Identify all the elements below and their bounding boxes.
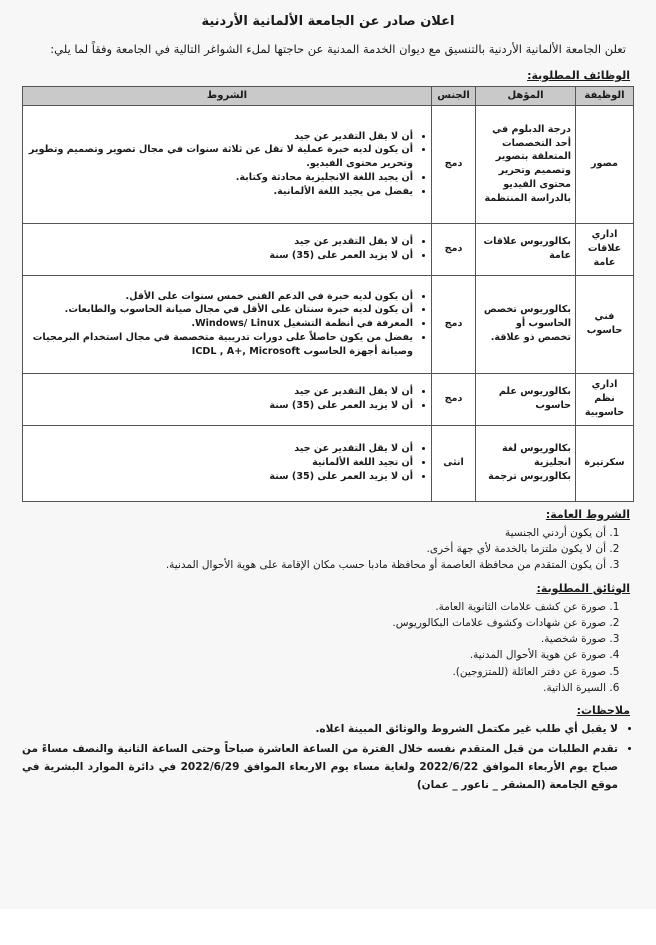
condition-item: • أن لا يقل التقدير عن جيد <box>27 385 413 399</box>
condition-item: • أن لا يقل التقدير عن جيد <box>27 130 413 144</box>
gender-cell: انثى <box>432 425 476 501</box>
condition-item: • أن يكون لديه خبرة سنتان على الأقل في مجال صيانة الحاسوب والطابعات. <box>27 303 413 317</box>
header-qualification: المؤهل <box>476 86 576 105</box>
conditions-cell <box>23 223 432 275</box>
list-item: 1. صورة عن كشف علامات الثانوية العامة. <box>22 599 606 615</box>
conditions-cell <box>23 425 432 501</box>
list-item: 5. صورة عن دفتر العائلة (للمتزوجين). <box>22 664 606 680</box>
general-conditions-label: الشروط العامة: <box>545 507 630 521</box>
gender-cell: دمج <box>432 105 476 223</box>
notes-list <box>22 721 634 794</box>
table-row <box>23 275 634 373</box>
general-conditions-list <box>22 525 634 574</box>
job-cell: اداري نظم حاسوبية <box>576 373 634 425</box>
gender-cell: دمج <box>432 373 476 425</box>
list-item: 6. السيرة الذاتية. <box>22 680 606 696</box>
list-item: 1. أن يكون أردني الجنسية <box>22 525 606 541</box>
list-item: 3. صورة شخصية. <box>22 631 606 647</box>
condition-item: • أن لا يزيد العمر على (35) سنة <box>27 249 413 263</box>
table-row <box>23 425 634 501</box>
list-item: • تقدم الطلبات من قبل المتقدم نفسه خلال الفترة من الساعة العاشرة صباحاً وحتى الساعة الثانية والنصف مساءً من صباح يوم الأربعاء الموافق 2022/6/22 ولغاية مساء يوم الاربعاء الموافق 2022/6/29 في دائرة الموارد البشرية في موقع الجامعة (المشقر _ ناعور _ عمان) <box>22 741 618 795</box>
condition-item: • أن لا يزيد العمر على (35) سنة <box>27 399 413 413</box>
job-cell: اداري علاقات عامة <box>576 223 634 275</box>
condition-item: • أن لا يقل التقدير عن جيد <box>27 235 413 249</box>
table-row <box>23 105 634 223</box>
condition-item: • يفضل من يجيد اللغة الألمانية. <box>27 185 413 199</box>
condition-item: • أن لا يقل التقدير عن جيد <box>27 442 413 456</box>
condition-item: • أن يكون لديه خبرة عملية لا تقل عن ثلاثة سنوات في مجال تصوير وتصميم وتطوير وتحرير محتوى الفيديو. <box>27 143 413 171</box>
jobs-section-label: الوظائف المطلوبة: <box>527 68 630 82</box>
job-cell: فني حاسوب <box>576 275 634 373</box>
notes-label: ملاحظات: <box>576 704 630 718</box>
list-item: 2. أن لا يكون ملتزما بالخدمة لأي جهة أخرى. <box>22 541 606 557</box>
job-cell: مصور <box>576 105 634 223</box>
conditions-cell <box>23 275 432 373</box>
jobs-table <box>22 86 634 502</box>
conditions-cell <box>23 373 432 425</box>
condition-item: • يفضل من يكون حاصلاً على دورات تدريبية متخصصة في مجال استخدام البرمجيات وصيانة أجهزة الحاسوب ICDL , A+, Microsoft <box>27 331 413 359</box>
job-cell: سكرتيرة <box>576 425 634 501</box>
header-conditions: الشروط <box>23 86 432 105</box>
qualification-cell: بكالوريوس تخصص الحاسوب أو تخصص ذو علاقة. <box>476 275 576 373</box>
condition-item: • أن يكون لديه خبرة في الدعم الفني خمس سنوات على الأقل. <box>27 290 413 304</box>
qualification-cell: بكالوريوس لغة انجليزية بكالوريوس ترجمة <box>476 425 576 501</box>
condition-item: • أن تجيد اللغة الألمانية <box>27 456 413 470</box>
header-gender: الجنس <box>432 86 476 105</box>
bottom-margin <box>0 909 656 945</box>
conditions-cell <box>23 105 432 223</box>
announcement-title: اعلان صادر عن الجامعة الألمانية الأردنية <box>201 14 455 29</box>
list-item: • لا يقبل أي طلب غير مكتمل الشروط والوثائق المبينة اعلاه. <box>22 721 618 739</box>
header-job: الوظيفة <box>576 86 634 105</box>
condition-item: • أن يجيد اللغة الانجليزية محادثة وكتابة. <box>27 171 413 185</box>
qualification-cell: درجة الدبلوم في أحد التخصصات المتعلقة بتصوير وتصميم وتحرير محتوى الفيديو بالدراسة المنتظمة <box>476 105 576 223</box>
table-row <box>23 223 634 275</box>
gender-cell: دمج <box>432 275 476 373</box>
list-item: 2. صورة عن شهادات وكشوف علامات البكالوريوس. <box>22 615 606 631</box>
condition-item: • المعرفة في أنظمة التشغيل Windows/ Linux. <box>27 317 413 331</box>
list-item: 4. صورة عن هوية الأحوال المدنية. <box>22 647 606 663</box>
table-row <box>23 373 634 425</box>
intro-paragraph: تعلن الجامعة الألمانية الأردنية بالتنسيق مع ديوان الخدمة المدنية عن حاجتها لملء الشواغر التالية في الجامعة وفقاً لما يلي: <box>50 42 626 56</box>
qualification-cell: بكالوريوس علاقات عامة <box>476 223 576 275</box>
documents-label: الوثائق المطلوبة: <box>536 581 630 595</box>
condition-item: • أن لا يزيد العمر على (35) سنة <box>27 470 413 484</box>
gender-cell: دمج <box>432 223 476 275</box>
table-header-row <box>23 86 634 105</box>
qualification-cell: بكالوريوس علم حاسوب <box>476 373 576 425</box>
documents-list <box>22 599 634 697</box>
list-item: 3. أن يكون المتقدم من محافظة العاصمة أو محافظة مادبا حسب مكان الإقامة على هوية الأحوال المدنية. <box>22 557 606 573</box>
